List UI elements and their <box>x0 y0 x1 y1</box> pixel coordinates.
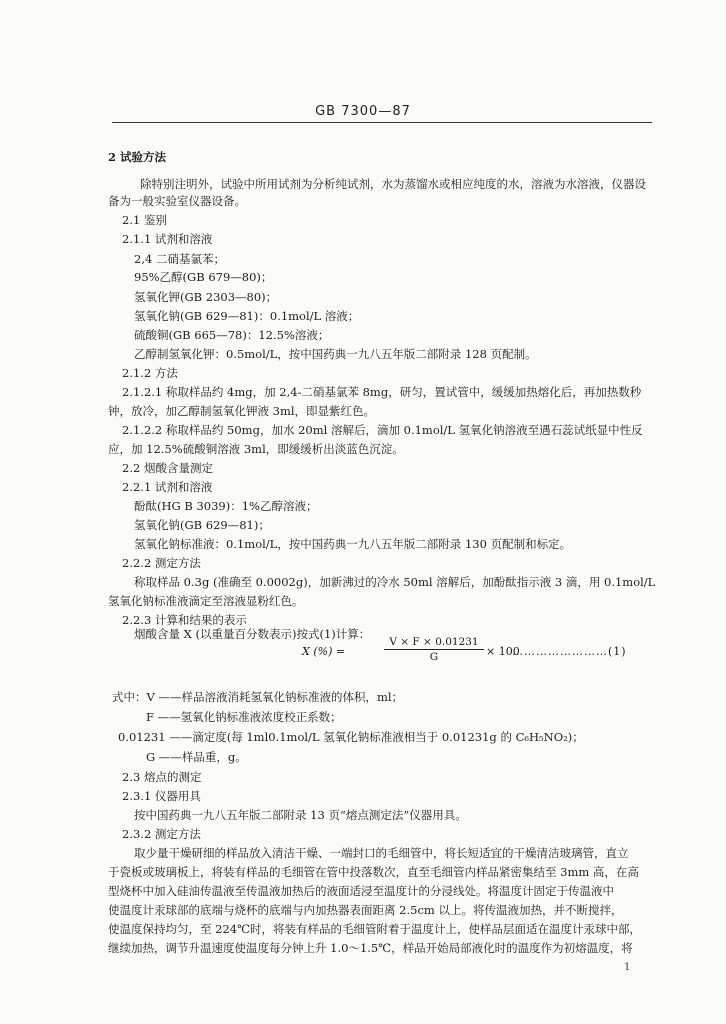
reagent-item: 氢氧化钾(GB 2303—80)； <box>134 290 278 304</box>
reagent-item: 氢氧化钠(GB 629—81)：0.1mol/L 溶液； <box>134 309 360 323</box>
paragraph-line: 取少量干燥研细的样品放入清洁干燥、一端封口的毛细管中，将长短适宜的干燥清洁玻璃管，直立 <box>134 846 629 860</box>
paragraph-line: 钟，放冷，加乙醇制氢氧化钾液 3ml，即显紫红色。 <box>108 404 376 418</box>
paragraph-line: 氢氧化钠标准液滴定至溶液显粉红色。 <box>108 594 304 608</box>
subsection-heading: 2.2.2 测定方法 <box>122 556 201 570</box>
paragraph-line: 应，加 12.5%硫酸铜溶液 3ml，即缓缓析出淡蓝色沉淀。 <box>108 442 404 456</box>
subsection-heading: 2.2.3 计算和结果的表示 <box>122 613 247 627</box>
subsection-heading: 2.3.1 仪器用具 <box>122 789 201 803</box>
paragraph-line: 2.1.2.1 称取样品约 4mg，加 2,4-二硝基氯苯 8mg，研匀，置试管中，缓缓加热熔化后，再加热数秒 <box>122 385 642 399</box>
paragraph-line: 使温度保持均匀，至 224℃时，将装有样品的毛细管附着于温度计上，使样品层面适在温度计汞球中部， <box>108 922 641 936</box>
formula-denominator: G <box>429 651 439 663</box>
paragraph-line: 烟酸含量 X (以重量百分数表示)按式(1)计算： <box>134 627 371 641</box>
paragraph-line: 除特别注明外，试验中所用试剂为分析纯试剂，水为蒸馏水或相应纯度的水，溶液为水溶液，仪器设 <box>140 177 646 191</box>
reagent-item: 酚酞(HG B 3039)：1%乙醇溶液； <box>134 499 318 513</box>
paragraph-line: 使温度计汞球部的底端与烧杯的底端与内加热器表面距离 2.5cm 以上。将传温液加热，并不断搅拌， <box>108 903 623 917</box>
subsection-heading: 2.1.2 方法 <box>122 366 178 380</box>
paragraph-line: 按中国药典一九八五年版二部附录 13 页“熔点测定法”仪器用具。 <box>134 808 467 822</box>
paragraph-line: 于瓷板或玻璃板上，将装有样品的毛细管在管中投落数次，直至毛细管内样品紧密集结至 3mm 高，在高 <box>108 865 639 879</box>
subsection-heading: 2.3.2 测定方法 <box>122 827 201 841</box>
variable-definition: 式中：V ——样品溶液消耗氢氧化钠标准液的体积，ml； <box>112 690 404 704</box>
subsection-heading: 2.1.1 试剂和溶液 <box>122 232 213 246</box>
paragraph-line: 备为一般实验室仪器设备。 <box>108 194 246 208</box>
reagent-item: 氢氧化钠(GB 629—81)； <box>134 518 270 532</box>
subsection-heading: 2.2 烟酸含量测定 <box>122 461 213 475</box>
standard-code-header: GB 7300—87 <box>315 104 411 119</box>
reagent-item: 氢氧化钠标准液：0.1mol/L，按中国药典一九八五年版二部附录 130 页配制和标定。 <box>134 537 572 551</box>
paragraph-line: 称取样品 0.3g (准确至 0.0002g)，加新沸过的冷水 50ml 溶解后，加酚酞指示液 3 滴，用 0.1mol/L <box>134 575 656 589</box>
paragraph-line: 2.1.2.2 称取样品约 50mg，加水 20ml 溶解后，滴加 0.1mol/L 氢氧化钠溶液至遇石蕊试纸显中性反 <box>122 423 643 437</box>
formula-reference: ……………………(1) <box>512 645 627 658</box>
paragraph-line: 继续加热，调节升温速度使温度每分钟上升 1.0～1.5℃，样品开始局部液化时的温度作为初熔温度，将 <box>108 941 633 955</box>
formula-multiplier: × 100 <box>486 645 520 658</box>
reagent-item: 2,4 二硝基氯苯； <box>134 252 225 266</box>
formula-fraction <box>384 636 484 663</box>
variable-definition: G ——样品重，g。 <box>146 750 247 764</box>
subsection-heading: 2.1 鉴别 <box>122 213 167 227</box>
subsection-heading: 2.2.1 试剂和溶液 <box>122 480 213 494</box>
subsection-heading: 2.3 熔点的测定 <box>122 770 202 784</box>
reagent-item: 乙醇制氢氧化钾：0.5mol/L，按中国药典一九八五年版二部附录 128 页配制。 <box>134 347 537 361</box>
reagent-item: 硫酸铜(GB 665—78)：12.5%溶液； <box>134 328 330 342</box>
variable-definition: F ——氢氧化钠标准液浓度校正系数； <box>146 710 342 724</box>
header-rule <box>112 122 652 123</box>
formula-lhs: X (%) = <box>302 645 346 658</box>
formula-numerator: V × F × 0.01231 <box>384 636 484 650</box>
page-number: 1 <box>624 962 631 973</box>
variable-definition: 0.01231 ——滴定度(每 1ml0.1mol/L 氢氧化钠标准液相当于 0.01231g 的 C₆H₅NO₂)； <box>118 730 584 744</box>
section-heading: 2 试验方法 <box>108 150 167 164</box>
paragraph-line: 型烧杯中加入硅油传温液至传温液加热后的液面适浸至温度计的分浸线处。将温度计固定于传温液中 <box>108 884 614 898</box>
reagent-item: 95%乙醇(GB 679—80)； <box>134 270 273 284</box>
